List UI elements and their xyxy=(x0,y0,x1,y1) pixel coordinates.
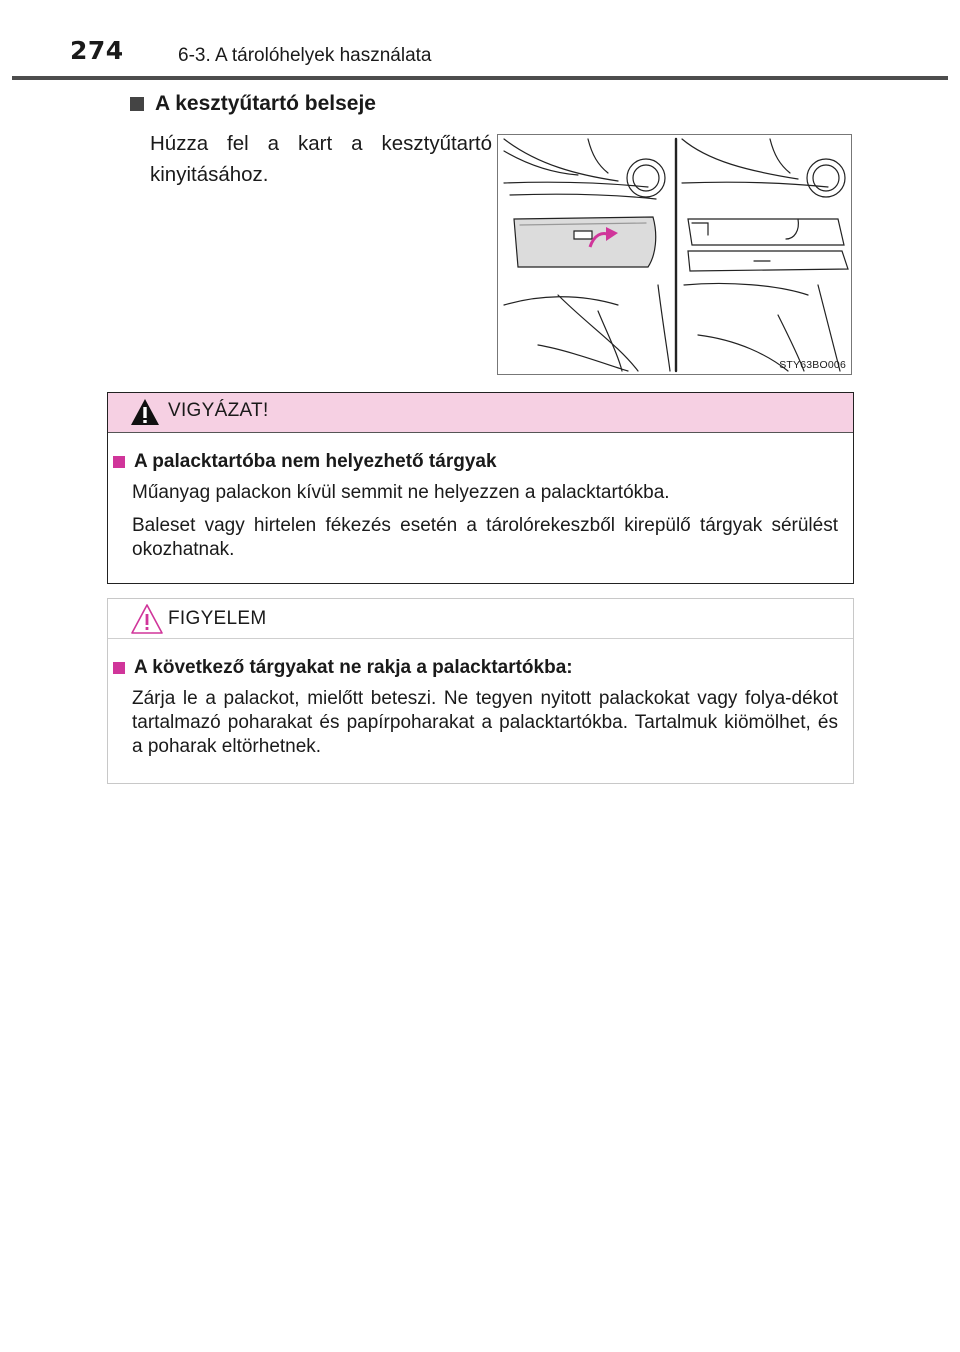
figure-code: STY63BO006 xyxy=(779,359,846,371)
section-heading-text: A kesztyűtartó belseje xyxy=(155,92,376,115)
caution-header xyxy=(108,393,853,433)
caution-subheading-text: A palacktartóba nem helyezhető tárgyak xyxy=(134,451,497,472)
caution-box xyxy=(107,392,854,584)
caution-triangle-icon xyxy=(130,603,164,635)
attention-paragraph: Zárja le a palackot, mielőtt beteszi. Ne tegyen nyitott palackokat vagy folya-dékot tartalmazó poharakat és papírpoharakat a palacktartókba. Tartalmuk kiömölhet, és a poharak eltörhetnek. xyxy=(132,688,838,757)
glove-box-drawing xyxy=(498,135,851,374)
attention-subheading xyxy=(113,657,573,679)
attention-label: FIGYELEM xyxy=(168,608,267,629)
glove-box-illustration xyxy=(497,134,852,375)
section-heading xyxy=(130,92,376,116)
warning-triangle-icon xyxy=(130,398,160,426)
square-bullet-icon xyxy=(113,662,125,674)
chapter-title: 6-3. A tárolóhelyek használata xyxy=(178,45,432,66)
caution-label: VIGYÁZAT! xyxy=(168,400,269,421)
page-number: 274 xyxy=(70,36,124,65)
caution-paragraph-2: Baleset vagy hirtelen fékezés esetén a tárolórekeszből kirepülő tárgyak sérülést okozhatnak. xyxy=(132,515,838,560)
square-bullet-icon xyxy=(113,456,125,468)
square-bullet-icon xyxy=(130,97,144,111)
caution-subheading xyxy=(113,451,497,473)
attention-box xyxy=(107,598,854,784)
caution-paragraph-1: Műanyag palackon kívül semmit ne helyezzen a palacktartókba. xyxy=(132,482,670,503)
instruction-text: Húzza fel a kart a kesztyűtartó kinyitásához. xyxy=(150,132,492,186)
header-rule xyxy=(12,76,948,80)
attention-subheading-text: A következő tárgyakat ne rakja a palacktartókba: xyxy=(134,657,573,678)
attention-header xyxy=(108,599,853,639)
